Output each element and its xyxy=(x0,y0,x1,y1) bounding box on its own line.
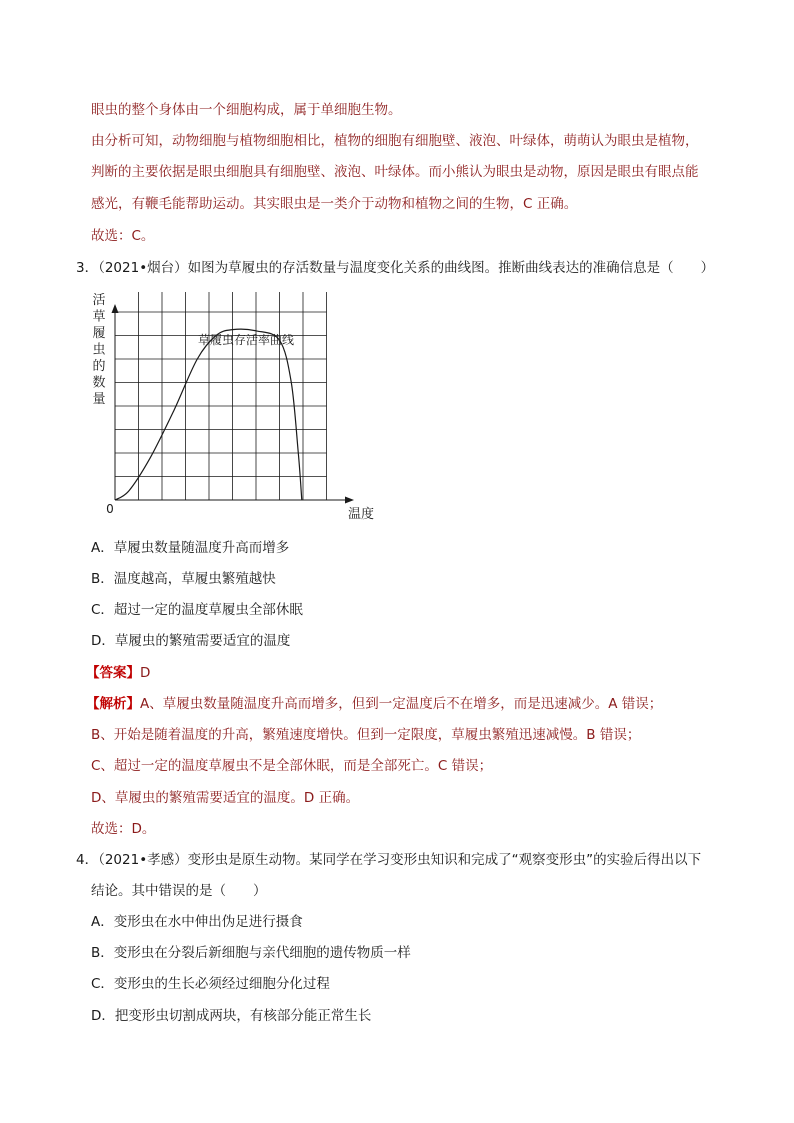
origin-label: 0 xyxy=(106,502,114,516)
prev-analysis-line-3: 判断的主要依据是眼虫细胞具有细胞壁、液泡、叶绿体。而小熊认为眼虫是动物，原因是眼虫有眼点能 xyxy=(91,164,699,180)
question-3-stem: 3．（2021•烟台）如图为草履虫的存活数量与温度变化关系的曲线图。推断曲线表达的准确信息是（ ） xyxy=(76,260,715,276)
analysis-text: A、草履虫数量随温度升高而增多，但到一定温度后不在增多，而是迅速减少。A 错误； xyxy=(140,696,663,712)
y-axis-label-char: 的 xyxy=(92,359,106,374)
answer-tag: 【答案】 xyxy=(86,665,140,681)
q4-option-a: A．变形虫在水中伸出伪足进行摄食 xyxy=(91,914,303,930)
q3-conclusion: 故选：D。 xyxy=(91,821,156,837)
question-4-stem-line-2: 结论。其中错误的是（ ） xyxy=(91,883,267,899)
x-axis-label: 温度 xyxy=(348,507,375,522)
survival-curve xyxy=(115,329,302,500)
survival-curve-chart xyxy=(86,292,386,524)
q4-option-c: C．变形虫的生长必须经过细胞分化过程 xyxy=(91,976,330,992)
y-axis-label-char: 数 xyxy=(92,375,106,391)
prev-analysis-line-4: 感光，有鞭毛能帮助运动。其实眼虫是一类介于动物和植物之间的生物，C 正确。 xyxy=(91,196,578,212)
q3-option-a: A．草履虫数量随温度升高而增多 xyxy=(91,540,290,556)
chart-grid xyxy=(115,292,327,500)
q3-analysis-line-3: C、超过一定的温度草履虫不是全部休眠，而是全部死亡。C 错误； xyxy=(91,758,493,774)
y-axis-label-char: 虫 xyxy=(92,342,106,358)
q3-option-d: D．草履虫的繁殖需要适宜的温度 xyxy=(91,633,291,649)
q3-analysis-line-4: D、草履虫的繁殖需要适宜的温度。D 正确。 xyxy=(91,790,360,806)
q3-option-c: C．超过一定的温度草履虫全部休眠 xyxy=(91,602,303,618)
q4-option-b: B．变形虫在分裂后新细胞与亲代细胞的遗传物质一样 xyxy=(91,945,411,961)
prev-conclusion: 故选：C。 xyxy=(91,228,155,244)
y-axis-label xyxy=(92,293,105,407)
question-4-stem-line-1: 4．（2021•孝感）变形虫是原生动物。某同学在学习变形虫知识和完成了“观察变形虫”的实验后得出以下 xyxy=(76,852,702,868)
y-axis-label-char: 履 xyxy=(92,326,106,341)
q3-answer xyxy=(86,664,150,682)
y-axis-label-char: 活 xyxy=(92,293,106,308)
answer-value: D xyxy=(140,665,151,681)
q3-analysis-line-1 xyxy=(86,695,662,713)
x-axis-arrow-icon xyxy=(345,497,354,504)
q4-option-d: D．把变形虫切割成两块，有核部分能正常生长 xyxy=(91,1008,372,1024)
y-axis-label-char: 草 xyxy=(92,309,106,325)
y-axis-arrow-icon xyxy=(112,304,119,313)
q3-analysis-line-2: B、开始是随着温度的升高，繁殖速度增快。但到一定限度，草履虫繁殖迅速减慢。B 错误； xyxy=(91,727,641,743)
prev-analysis-line-2: 由分析可知，动物细胞与植物细胞相比，植物的细胞有细胞壁、液泡、叶绿体，萌萌认为眼虫是植物， xyxy=(91,133,699,149)
q3-option-b: B．温度越高，草履虫繁殖越快 xyxy=(91,571,276,587)
y-axis-label-char: 量 xyxy=(92,392,106,407)
analysis-tag: 【解析】 xyxy=(86,696,140,712)
prev-analysis-line-1: 眼虫的整个身体由一个细胞构成，属于单细胞生物。 xyxy=(91,102,402,118)
chart-title: 草履虫存活率曲线 xyxy=(197,333,295,347)
